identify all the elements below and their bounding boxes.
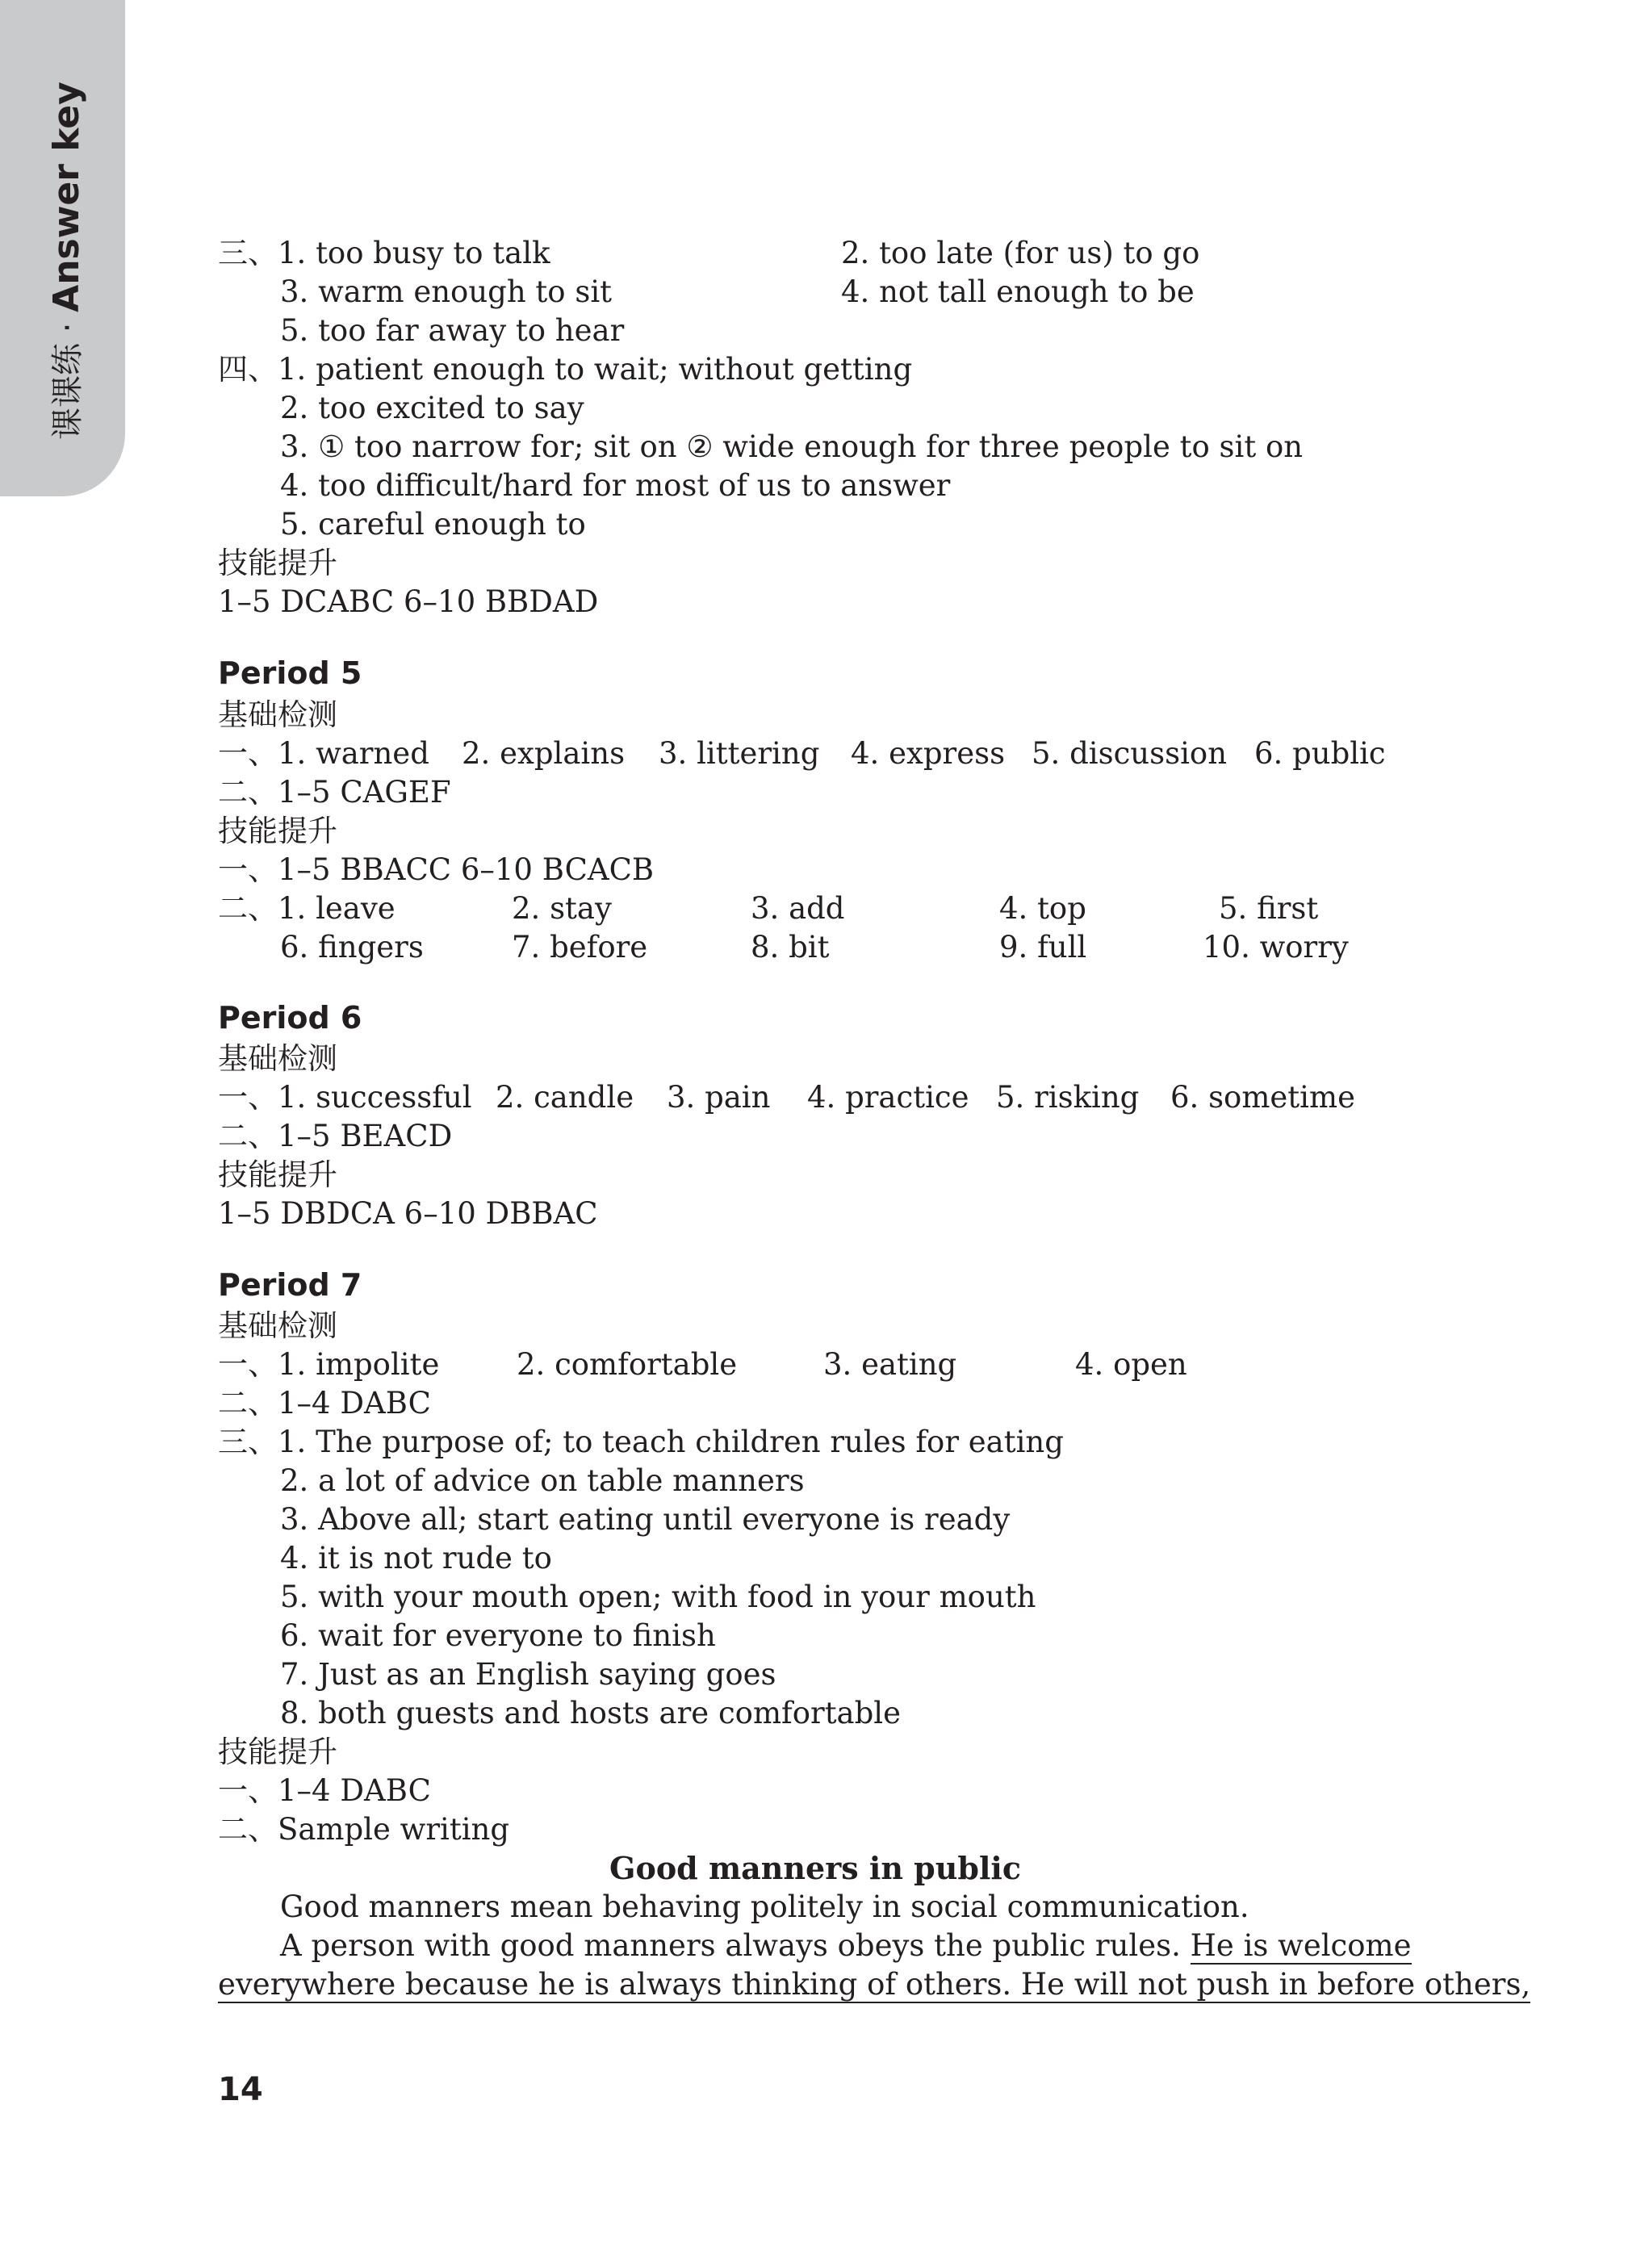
side-label <box>42 82 88 440</box>
period7-s3-6: 6. wait for everyone to finish <box>280 1618 716 1653</box>
essay-p2-underlined: He is welcome <box>1190 1928 1412 1963</box>
period6-r2: 二、1–5 BEACD <box>218 1119 453 1153</box>
period5-r1-6: 6. public <box>1254 736 1386 771</box>
period5-r5-3: 8. bit <box>751 930 830 965</box>
sec3-item1: 三、1. too busy to talk <box>218 236 550 270</box>
period7-s3-5: 5. with your mouth open; with food in your mouth <box>280 1580 1036 1614</box>
period6-r1-5: 5. risking <box>996 1080 1140 1115</box>
essay-p2-underlined-cont: everywhere because he is always thinking of others. He will not push in before others, <box>218 1967 1531 2002</box>
period7-s3-2: 2. a lot of advice on table manners <box>280 1463 805 1498</box>
period7-r1-1: 一、1. impolite <box>218 1347 440 1382</box>
period7-heading: Period 7 <box>218 1267 362 1303</box>
sec3-item4: 4. not tall enough to be <box>841 274 1195 309</box>
period5-r1-5: 5. discussion <box>1032 736 1228 771</box>
period5-r1-3: 3. littering <box>659 736 820 771</box>
period6-basic-label: 基础检测 <box>218 1041 337 1076</box>
period7-r2: 二、1–4 DABC <box>218 1386 431 1421</box>
essay-p2-start: A person with good manners always obeys the public rules. <box>280 1928 1181 1963</box>
period5-r4-3: 3. add <box>751 891 845 926</box>
side-tab <box>0 0 125 496</box>
period7-k2: 二、Sample writing <box>218 1812 510 1847</box>
page-number: 14 <box>218 2071 263 2108</box>
period5-r5-4: 9. full <box>999 930 1087 965</box>
period6-r1-6: 6. sometime <box>1170 1080 1355 1115</box>
sec4-item3: 3. ① too narrow for; sit on ② wide enough for three people to sit on <box>280 429 1304 464</box>
side-label-separator: · <box>49 312 86 343</box>
period7-s3-4: 4. it is not rude to <box>280 1541 552 1575</box>
side-label-en: Answer key <box>46 82 87 312</box>
sec3-item2: 2. too late (for us) to go <box>841 236 1200 270</box>
skill-label: 技能提升 <box>218 546 337 580</box>
period6-r1-1: 一、1. successful <box>218 1080 472 1115</box>
period6-r1-4: 4. practice <box>807 1080 969 1115</box>
essay-paragraph-2 <box>280 1927 1412 1965</box>
period5-r4-4: 4. top <box>999 891 1086 926</box>
period5-r1-4: 4. express <box>851 736 1006 771</box>
period5-r1-1: 一、1. warned <box>218 736 429 771</box>
period6-skill-label: 技能提升 <box>218 1157 337 1192</box>
period5-r5-5: 10. worry <box>1203 930 1349 965</box>
skill-answers: 1–5 DCABC 6–10 BBDAD <box>218 584 599 619</box>
period7-skill-label: 技能提升 <box>218 1734 337 1769</box>
period6-r1-2: 2. candle <box>496 1080 634 1115</box>
period5-r5-2: 7. before <box>512 930 648 965</box>
period7-r1-2: 2. comfortable <box>517 1347 738 1382</box>
period5-basic-label: 基础检测 <box>218 697 337 732</box>
period7-s3-3: 3. Above all; start eating until everyone is ready <box>280 1502 1011 1537</box>
period7-s3-7: 7. Just as an English saying goes <box>280 1657 776 1692</box>
sec4-item5: 5. careful enough to <box>280 507 586 542</box>
sec4-item2: 2. too excited to say <box>280 391 584 425</box>
period7-s3-8: 8. both guests and hosts are comfortable <box>280 1696 902 1730</box>
period7-s3-1: 三、1. The purpose of; to teach children rules for eating <box>218 1425 1064 1459</box>
sec3-item3: 3. warm enough to sit <box>280 274 613 309</box>
period5-r4-1: 二、1. leave <box>218 891 395 926</box>
period6-r1-3: 3. pain <box>667 1080 771 1115</box>
period5-r4-2: 2. stay <box>512 891 612 926</box>
period5-r3: 一、1–5 BBACC 6–10 BCACB <box>218 852 655 887</box>
essay-title: Good manners in public <box>609 1850 1021 1886</box>
period7-r1-3: 3. eating <box>823 1347 957 1382</box>
period5-r4-5: 5. first <box>1219 891 1319 926</box>
period6-heading: Period 6 <box>218 1000 362 1036</box>
essay-paragraph-1: Good manners mean behaving politely in social communication. <box>280 1889 1249 1924</box>
period5-r1-2: 2. explains <box>462 736 626 771</box>
sec4-item4: 4. too difficult/hard for most of us to answer <box>280 468 951 503</box>
period7-basic-label: 基础检测 <box>218 1308 337 1343</box>
period7-r1-4: 4. open <box>1075 1347 1187 1382</box>
period5-r2: 二、1–5 CAGEF <box>218 775 451 810</box>
period7-k1: 一、1–4 DABC <box>218 1773 431 1808</box>
period6-r3: 1–5 DBDCA 6–10 DBBAC <box>218 1196 598 1231</box>
sec3-item5: 5. too far away to hear <box>280 313 625 348</box>
period5-skill-label: 技能提升 <box>218 814 337 848</box>
side-label-cn: 课课练 <box>49 343 86 440</box>
sec4-item1: 四、1. patient enough to wait; without getting <box>218 352 913 387</box>
period5-heading: Period 5 <box>218 655 362 691</box>
essay-paragraph-2-cont <box>218 1965 1530 2004</box>
period5-r5-1: 6. fingers <box>280 930 424 965</box>
